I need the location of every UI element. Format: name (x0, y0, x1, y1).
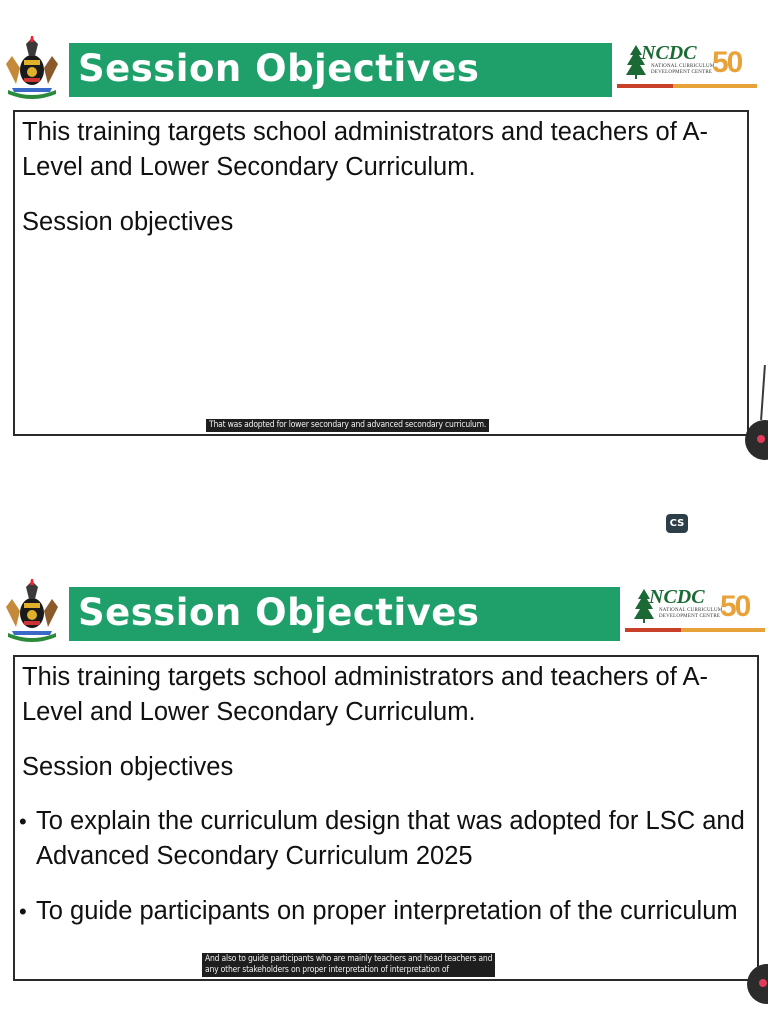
content-box (13, 110, 749, 436)
slide-title: Session Objectives (69, 587, 620, 641)
objective-text: To guide participants on proper interpretation of the curriculum (36, 897, 738, 925)
caption-line: That was adopted for lower secondary and advanced secondary curriculum. (209, 420, 487, 430)
coat-of-arms-icon (2, 34, 62, 100)
objective-bullet (19, 894, 749, 929)
objectives-heading: Session objectives (22, 753, 234, 781)
coat-of-arms-icon (2, 577, 62, 643)
logo-anniversary: 50 (712, 46, 742, 79)
objective-bullet (19, 804, 749, 874)
intro-text: This training targets school administrators and teachers of A-Level and Lower Secondary Curriculum. (22, 118, 708, 181)
slide-2 (0, 573, 768, 993)
logo-underline (617, 84, 757, 88)
slide-title: Session Objectives (69, 43, 612, 97)
logo-brand: NCDC (641, 42, 697, 64)
slide-1 (0, 30, 768, 440)
subtitle-caption (206, 419, 489, 432)
bullet-dot: • (19, 809, 27, 834)
logo-subtitle: NATIONAL CURRICULUM DEVELOPMENT CENTRE (651, 64, 715, 75)
caption-line: any other stakeholders on proper interpretation of interpretation of (205, 965, 449, 975)
logo-anniversary: 50 (720, 590, 750, 623)
camscanner-badge: CS (666, 514, 688, 533)
logo-brand: NCDC (649, 586, 705, 608)
bullet-dot: • (19, 899, 27, 924)
side-line (760, 365, 766, 420)
logo-subtitle: NATIONAL CURRICULUM DEVELOPMENT CENTRE (659, 608, 723, 619)
ncdc-logo (617, 42, 757, 90)
caption-line: And also to guide participants who are mainly teachers and head teachers and (205, 954, 493, 964)
objective-text: To explain the curriculum design that was adopted for LSC and Advanced Secondary Curriculum 2025 (36, 807, 745, 870)
subtitle-caption (202, 953, 495, 977)
content-box (13, 655, 759, 981)
intro-text: This training targets school administrators and teachers of A-Level and Lower Secondary Curriculum. (22, 663, 708, 726)
ncdc-logo (625, 586, 765, 634)
objectives-heading: Session objectives (22, 208, 234, 236)
logo-underline (625, 628, 765, 632)
